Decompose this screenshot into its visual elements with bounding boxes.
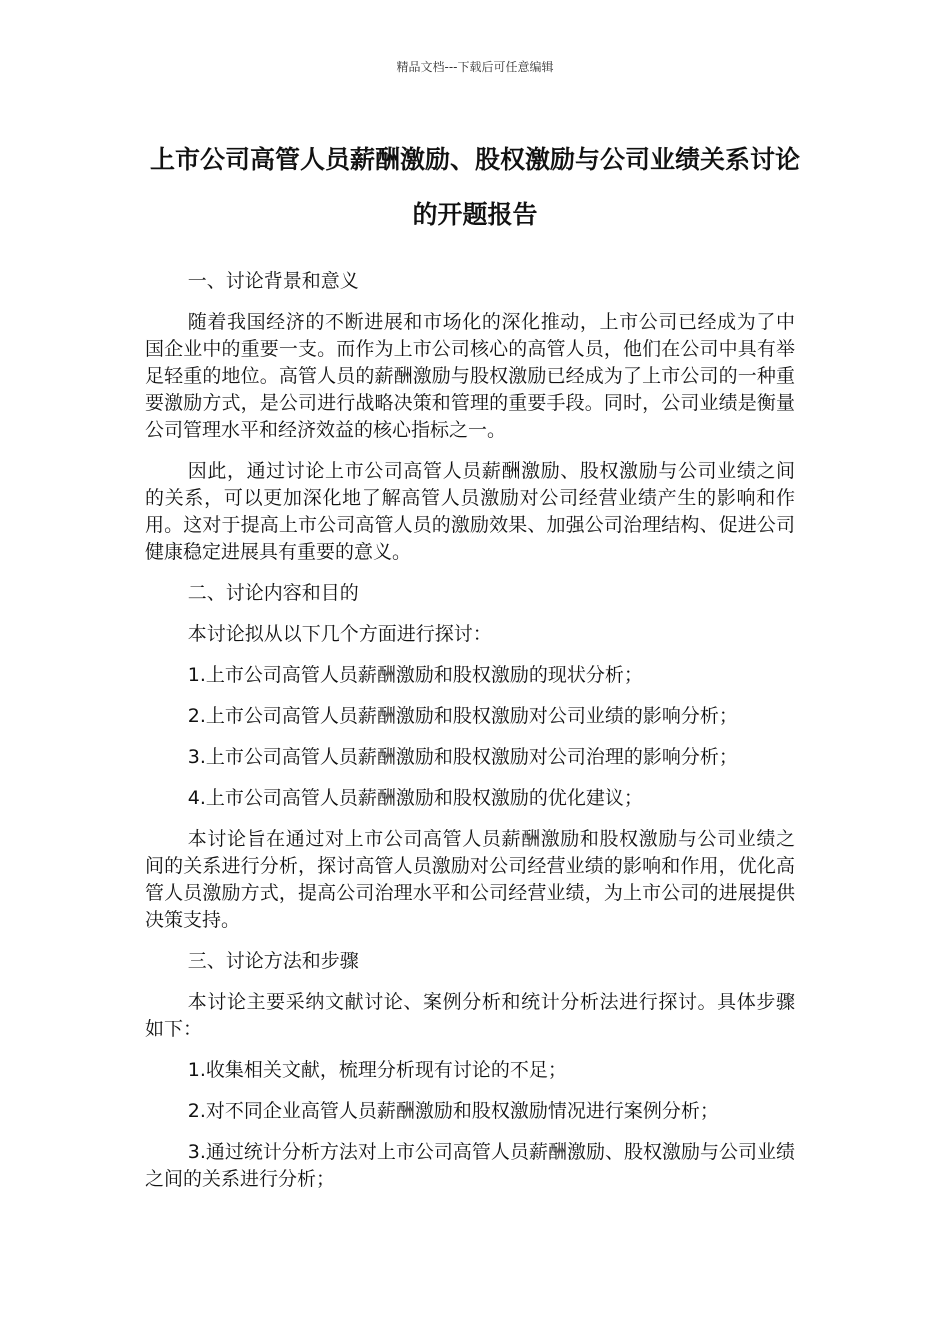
section-2-list-item: 1.上市公司高管人员薪酬激励和股权激励的现状分析；: [187, 664, 643, 686]
section-1-heading: 一、讨论背景和意义: [187, 270, 359, 292]
document-title: 上市公司高管人员薪酬激励、股权激励与公司业绩关系讨论的开题报告: [149, 145, 800, 229]
section-2-list-item: 2.上市公司高管人员薪酬激励和股权激励对公司业绩的影响分析；: [187, 705, 738, 727]
section-2-list-item: 4.上市公司高管人员薪酬激励和股权激励的优化建议；: [187, 787, 643, 809]
section-2-heading: 二、讨论内容和目的: [187, 582, 359, 604]
section-1-paragraph-2: 因此，通过讨论上市公司高管人员薪酬激励、股权激励与公司业绩之间的关系，可以更加深化地了解高管人员激励对公司经营业绩产生的影响和作用。这对于提高上市公司高管人员的激励效果、加强公司治理结构、促进公司健康稳定进展具有重要的意义。: [145, 460, 795, 563]
section-3-list-item: 2.对不同企业高管人员薪酬激励和股权激励情况进行案例分析；: [187, 1100, 719, 1122]
section-2-intro: 本讨论拟从以下几个方面进行探讨：: [187, 623, 492, 645]
section-3-intro: 本讨论主要采纳文献讨论、案例分析和统计分析法进行探讨。具体步骤如下：: [145, 991, 795, 1040]
section-1-paragraph-1: 随着我国经济的不断进展和市场化的深化推动，上市公司已经成为了中国企业中的重要一支。而作为上市公司核心的高管人员，他们在公司中具有举足轻重的地位。高管人员的薪酬激励与股权激励已经成为了上市公司的一种重要激励方式，是公司进行战略决策和管理的重要手段。同时，公司业绩是衡量公司管理水平和经济效益的核心指标之一。: [145, 311, 795, 441]
section-3-heading: 三、讨论方法和步骤: [187, 950, 359, 972]
section-2-list-item: 3.上市公司高管人员薪酬激励和股权激励对公司治理的影响分析；: [187, 746, 738, 768]
document-body: [145, 268, 795, 1207]
header-note: 精品文档---下载后可任意编辑: [396, 60, 554, 74]
section-3-list-item: 3.通过统计分析方法对上市公司高管人员薪酬激励、股权激励与公司业绩之间的关系进行分析；: [145, 1141, 795, 1190]
section-2-closing-paragraph: 本讨论旨在通过对上市公司高管人员薪酬激励和股权激励与公司业绩之间的关系进行分析，探讨高管人员激励对公司经营业绩的影响和作用，优化高管人员激励方式，提高公司治理水平和公司经营业绩，为上市公司的进展提供决策支持。: [145, 828, 795, 931]
section-3-list-item: 1.收集相关文献，梳理分析现有讨论的不足；: [187, 1059, 567, 1081]
